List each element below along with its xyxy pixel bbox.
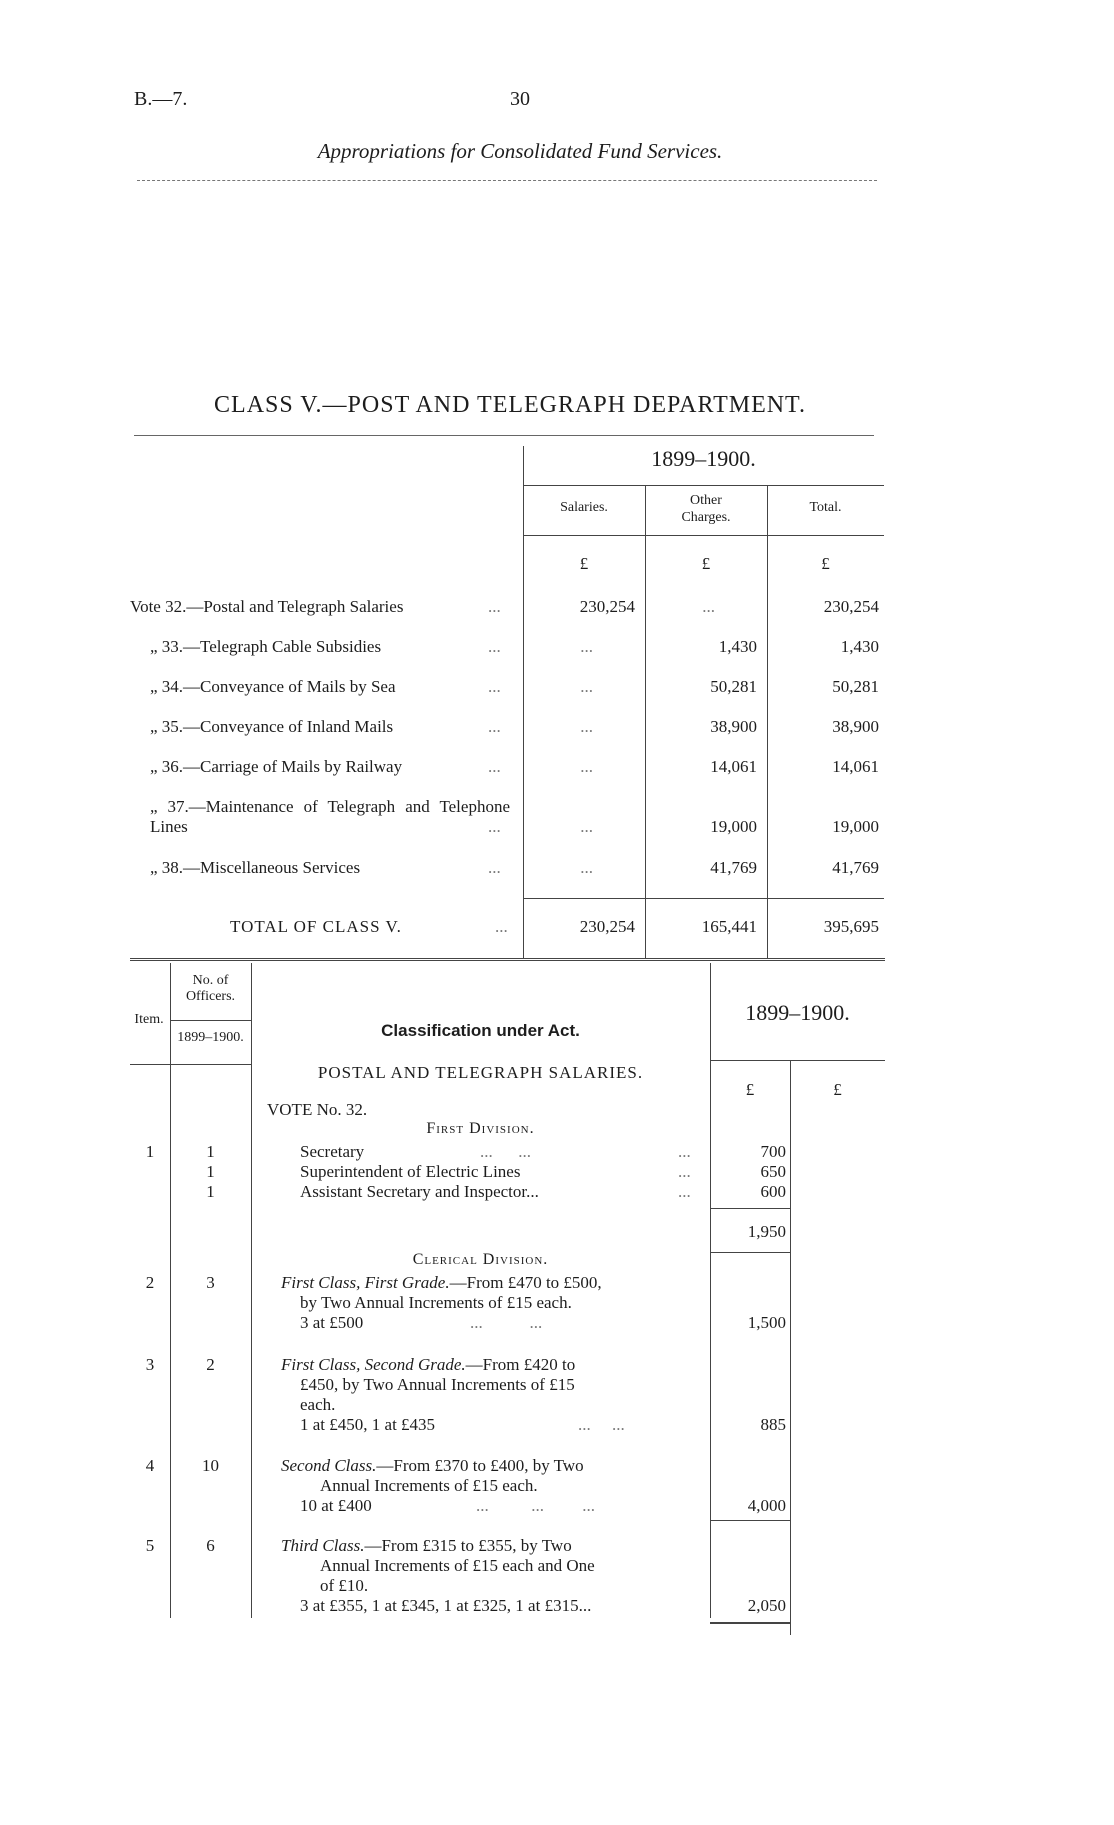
salaries-value: ... xyxy=(580,757,593,776)
clerical-division-heading: Clerical Division. xyxy=(412,1251,549,1268)
amount-value: 2,050 xyxy=(747,1596,786,1615)
summary-row-label: „ 35.—Conveyance of Inland Mails xyxy=(150,717,394,736)
item-number: 2 xyxy=(145,1273,155,1292)
officers-header-rule xyxy=(170,1020,251,1021)
leader-dots: ... ... ... xyxy=(476,1496,595,1515)
amount-bottom-rule xyxy=(710,1622,790,1624)
leader-dots: ... xyxy=(488,677,501,696)
leader-dots: ... ... xyxy=(470,1313,543,1332)
grade-detail: 10 at £400 xyxy=(300,1496,372,1515)
total-salaries: 230,254 xyxy=(579,917,635,936)
leader-dots: ... ... xyxy=(480,1142,531,1161)
grade-heading: First Class, Second Grade. xyxy=(281,1355,466,1374)
leader-dots: ... xyxy=(488,858,501,877)
total-value: 14,061 xyxy=(832,757,879,776)
section-title: POSTAL AND TELEGRAPH SALARIES. xyxy=(317,1063,644,1082)
col-salaries-header: Salaries. xyxy=(560,500,608,515)
leader-dots: ... xyxy=(488,757,501,776)
detail-divider-amount xyxy=(790,1060,791,1635)
total-value: 19,000 xyxy=(832,817,879,836)
amount-value: 650 xyxy=(760,1162,786,1181)
running-title: Appropriations for Consolidated Fund Services. xyxy=(317,139,723,163)
leader-dots: ... xyxy=(495,917,508,936)
salaries-value: 230,254 xyxy=(579,597,635,616)
currency-other: £ xyxy=(701,554,711,573)
grade-description: Annual Increments of £15 each and One xyxy=(320,1556,595,1575)
total-value: 50,281 xyxy=(832,677,879,696)
other-value: 19,000 xyxy=(710,817,757,836)
position-label: Secretary xyxy=(300,1142,365,1161)
vote-number: VOTE No. 32. xyxy=(267,1100,368,1119)
summary-divider-1 xyxy=(523,446,524,958)
summary-bottom-rule xyxy=(130,958,885,961)
first-division-subtotal: 1,950 xyxy=(747,1222,786,1241)
summary-row-label: „ 38.—Miscellaneous Services xyxy=(150,858,361,877)
other-value: 14,061 xyxy=(710,757,757,776)
leader-dots: ... ... xyxy=(578,1415,625,1434)
grade-detail: 3 at £500 xyxy=(300,1313,364,1332)
grade-description: by Two Annual Increments of £15 each. xyxy=(300,1293,572,1312)
total-other: 165,441 xyxy=(701,917,757,936)
other-value: 50,281 xyxy=(710,677,757,696)
leader-dots: ... xyxy=(488,597,501,616)
col-year-header: 1899–1900. xyxy=(745,1000,850,1025)
grade-heading: Third Class. xyxy=(281,1536,365,1555)
total-rule xyxy=(523,898,884,899)
summary-top-rule xyxy=(134,435,874,436)
detail-header-rule xyxy=(130,1064,251,1065)
item-number: 4 xyxy=(145,1456,155,1475)
leader-dots: ... xyxy=(678,1182,691,1201)
salaries-value: ... xyxy=(580,677,593,696)
grade-heading: First Class, First Grade. xyxy=(281,1273,450,1292)
detail-divider-officers xyxy=(251,963,252,1618)
summary-header-rule xyxy=(523,535,884,536)
first-division-heading: First Division. xyxy=(426,1120,535,1137)
detail-currency-2: £ xyxy=(833,1080,842,1099)
summary-row-label: „ 33.—Telegraph Cable Subsidies xyxy=(150,637,382,656)
position-label: Assistant Secretary and Inspector... xyxy=(300,1182,539,1201)
leader-dots: ... xyxy=(488,717,501,736)
other-value: 41,769 xyxy=(710,858,757,877)
currency-salaries: £ xyxy=(579,554,589,573)
grade-description: Annual Increments of £15 each. xyxy=(320,1476,538,1495)
item-number: 5 xyxy=(145,1536,155,1555)
subtotal-rule xyxy=(710,1208,790,1209)
grade-description: —From £315 to £355, by Two xyxy=(364,1536,572,1555)
summary-year-rule xyxy=(523,485,884,486)
total-value: 1,430 xyxy=(840,637,879,656)
officer-count: 3 xyxy=(206,1273,215,1292)
col-other-header: Other Charges. xyxy=(681,493,731,525)
grade-description: each. xyxy=(300,1395,336,1414)
total-value: 41,769 xyxy=(832,858,879,877)
summary-row-label: Vote 32.—Postal and Telegraph Salaries xyxy=(130,597,404,616)
officer-count: 1 xyxy=(206,1182,215,1201)
grade-description: £450, by Two Annual Increments of £15 xyxy=(300,1375,575,1394)
col-officers-header: No. of Officers. xyxy=(185,973,236,1004)
grade-detail: 3 at £355, 1 at £345, 1 at £325, 1 at £315... xyxy=(300,1596,592,1615)
total-value: 230,254 xyxy=(823,597,879,616)
item-number: 1 xyxy=(145,1142,155,1161)
amount-value: 885 xyxy=(760,1415,786,1434)
grade-description: —From £370 to £400, by Two xyxy=(376,1456,584,1475)
amount-rule xyxy=(710,1520,790,1521)
grade-detail: 1 at £450, 1 at £435 xyxy=(300,1415,436,1434)
leader-dots: ... xyxy=(678,1162,691,1181)
officer-count: 6 xyxy=(206,1536,215,1555)
amount-value: 1,500 xyxy=(747,1313,786,1332)
col-total-header: Total. xyxy=(809,500,842,515)
amount-value: 4,000 xyxy=(747,1496,786,1515)
salaries-value: ... xyxy=(580,717,593,736)
grade-description: —From £470 to £500, xyxy=(449,1273,602,1292)
summary-row-label: „ 37.—Maintenance of Telegraph and Telephone Lines xyxy=(150,797,510,836)
amount-value: 700 xyxy=(760,1142,786,1161)
class-title: CLASS V.—POST AND TELEGRAPH DEPARTMENT. xyxy=(214,392,806,418)
other-value: 1,430 xyxy=(718,637,757,656)
other-value: ... xyxy=(702,597,715,616)
year-header-rule xyxy=(710,1060,885,1061)
summary-year-header: 1899–1900. xyxy=(651,446,756,471)
position-label: Superintendent of Electric Lines xyxy=(300,1162,521,1181)
currency-total: £ xyxy=(821,554,830,573)
salaries-value: ... xyxy=(580,817,593,836)
officer-count: 10 xyxy=(202,1456,219,1475)
item-number: 3 xyxy=(145,1355,155,1374)
col-classification-header: Classification under Act. xyxy=(381,1021,580,1040)
officer-count: 2 xyxy=(206,1355,215,1374)
summary-row-label: „ 34.—Conveyance of Mails by Sea xyxy=(150,677,396,696)
officer-count: 1 xyxy=(206,1142,215,1161)
subtotal-rule xyxy=(710,1252,790,1253)
leader-dots: ... xyxy=(678,1142,691,1161)
summary-row-label: „ 36.—Carriage of Mails by Railway xyxy=(150,757,403,776)
total-total: 395,695 xyxy=(823,917,879,936)
total-label: TOTAL OF CLASS V. xyxy=(230,917,402,936)
salaries-value: ... xyxy=(580,637,593,656)
other-value: 38,900 xyxy=(710,717,757,736)
amount-value: 600 xyxy=(760,1182,786,1201)
leader-dots: ... xyxy=(488,817,501,836)
document-reference: B.—7. xyxy=(134,88,188,110)
grade-heading: Second Class. xyxy=(281,1456,377,1475)
grade-description: —From £420 to xyxy=(465,1355,576,1374)
col-item-header: Item. xyxy=(134,1012,164,1027)
header-rule xyxy=(137,180,877,181)
officer-count: 1 xyxy=(206,1162,215,1181)
grade-description: of £10. xyxy=(320,1576,369,1595)
col-officers-year: 1899–1900. xyxy=(177,1030,244,1045)
detail-currency-1: £ xyxy=(745,1080,755,1099)
total-value: 38,900 xyxy=(832,717,879,736)
salaries-value: ... xyxy=(580,858,593,877)
leader-dots: ... xyxy=(488,637,501,656)
page-number: 30 xyxy=(510,88,530,110)
